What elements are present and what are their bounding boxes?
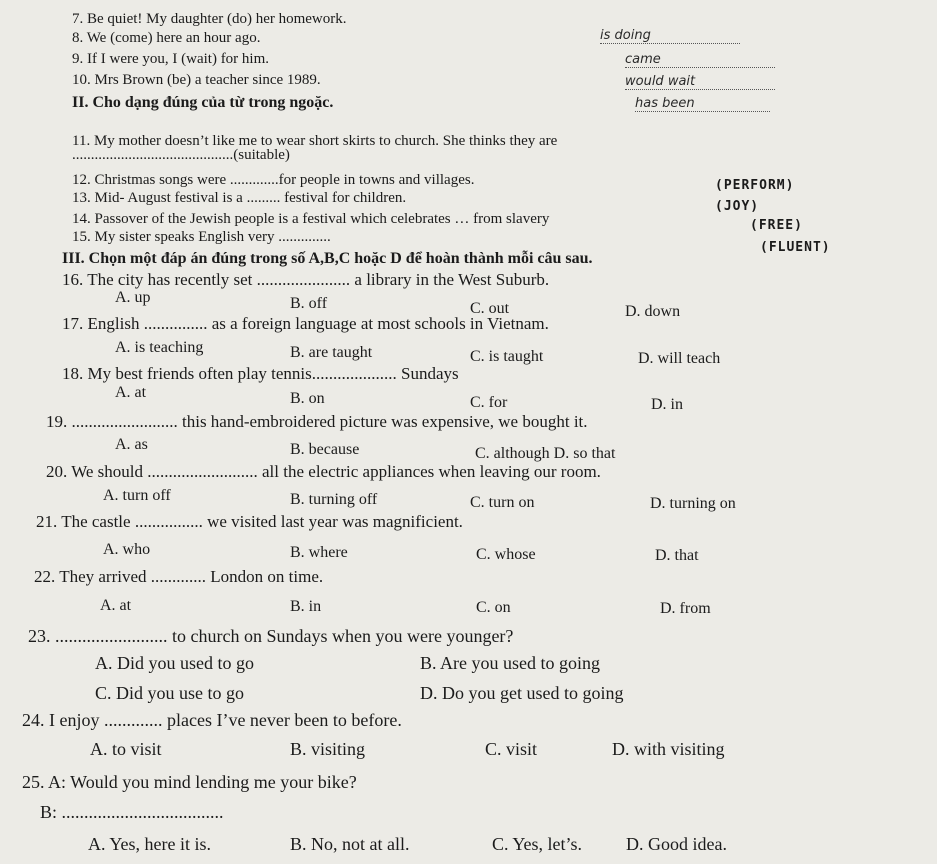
- option-b: B. off: [290, 295, 328, 312]
- handwritten-answer-9: would wait: [625, 74, 775, 90]
- question-7: 7. Be quiet! My daughter (do) her homework.: [72, 11, 347, 27]
- option-b: B. in: [290, 598, 322, 615]
- question-24: 24. I enjoy ............. places I’ve never been to before.: [22, 710, 402, 730]
- option-a: A. who: [103, 541, 151, 558]
- question-12: 12. Christmas songs were .............for people in towns and villages.: [72, 172, 475, 188]
- question-22: 22. They arrived ............. London on time.: [34, 567, 324, 586]
- question-21: 21. The castle ................ we visited last year was magnificient.: [36, 512, 463, 531]
- question-9: 9. If I were you, I (wait) for him.: [72, 51, 270, 67]
- question-11: 11. My mother doesn’t like me to wear short skirts to church. She thinks they are: [72, 133, 558, 149]
- option-c: C. for: [470, 394, 508, 411]
- question-20: 20. We should .......................... all the electric appliances when leaving our room.: [46, 462, 601, 481]
- question-19: 19. ......................... this hand-embroidered picture was expensive, we bought it.: [46, 412, 588, 431]
- option-a: A. at: [115, 384, 147, 401]
- option-a: A. Yes, here it is.: [88, 834, 212, 854]
- handwritten-answer-8: came: [625, 52, 775, 68]
- option-b: B. because: [290, 441, 360, 458]
- question-18: 18. My best friends often play tennis.................... Sundays: [62, 364, 459, 383]
- option-c: C. Yes, let’s.: [492, 834, 583, 854]
- keyword-fluent: (FLUENT): [760, 240, 831, 255]
- keyword-free: (FREE): [750, 218, 803, 233]
- option-a: A. is teaching: [115, 339, 204, 356]
- option-d: D. Do you get used to going: [420, 683, 624, 703]
- question-8: 8. We (come) here an hour ago.: [72, 30, 261, 46]
- question-15: 15. My sister speaks English very ..............: [72, 229, 331, 245]
- question-25: 25. A: Would you mind lending me your bike?: [22, 772, 357, 792]
- option-b: B. visiting: [290, 739, 366, 759]
- option-a: A. Did you used to go: [95, 653, 254, 673]
- keyword-joy: (JOY): [715, 199, 760, 214]
- option-b: B. turning off: [290, 491, 378, 508]
- option-d: D. from: [660, 600, 711, 617]
- option-a: A. turn off: [103, 487, 171, 504]
- option-b: B. Are you used to going: [420, 653, 600, 673]
- question-13: 13. Mid- August festival is a ......... festival for children.: [72, 190, 407, 206]
- handwritten-answer-7: is doing: [600, 28, 740, 44]
- option-a: A. to visit: [90, 739, 162, 759]
- option-c: C. out: [470, 300, 510, 317]
- option-b: B. on: [290, 390, 325, 407]
- option-b: B. where: [290, 544, 348, 561]
- option-b: B. are taught: [290, 344, 373, 361]
- option-a: A. as: [115, 436, 148, 453]
- option-c-d: C. although D. so that: [475, 445, 616, 462]
- option-c: C. turn on: [470, 494, 535, 511]
- question-10: 10. Mrs Brown (be) a teacher since 1989.: [72, 72, 321, 88]
- section-2-heading: II. Cho dạng đúng của từ trong ngoặc.: [72, 94, 334, 111]
- keyword-perform: (PERFORM): [715, 178, 795, 193]
- option-c: C. visit: [485, 739, 538, 759]
- question-14: 14. Passover of the Jewish people is a festival which celebrates … from slavery: [72, 211, 550, 227]
- question-16: 16. The city has recently set ...................... a library in the West Suburb.: [62, 270, 550, 289]
- handwritten-answer-10: has been: [635, 96, 770, 112]
- question-23: 23. ......................... to church on Sundays when you were younger?: [28, 626, 514, 646]
- option-a: A. at: [100, 597, 132, 614]
- option-d: D. turning on: [650, 495, 736, 512]
- question-25-reply: B: ....................................: [40, 802, 224, 822]
- question-17: 17. English ............... as a foreign language at most schools in Vietnam.: [62, 314, 549, 333]
- option-c: C. is taught: [470, 348, 544, 365]
- question-11-blank: ...........................................(suitable): [72, 147, 290, 163]
- option-d: D. with visiting: [612, 739, 725, 759]
- option-a: A. up: [115, 289, 151, 306]
- option-b: B. No, not at all.: [290, 834, 410, 854]
- option-d: D. that: [655, 547, 699, 564]
- option-d: D. will teach: [638, 350, 721, 367]
- option-d: D. Good idea.: [626, 834, 727, 854]
- option-d: D. in: [651, 396, 683, 413]
- option-c: C. whose: [476, 546, 536, 563]
- option-c: C. on: [476, 599, 511, 616]
- section-3-heading: III. Chọn một đáp án đúng trong số A,B,C hoặc D để hoàn thành mỗi câu sau.: [62, 250, 593, 267]
- option-c: C. Did you use to go: [95, 683, 245, 703]
- option-d: D. down: [625, 303, 681, 320]
